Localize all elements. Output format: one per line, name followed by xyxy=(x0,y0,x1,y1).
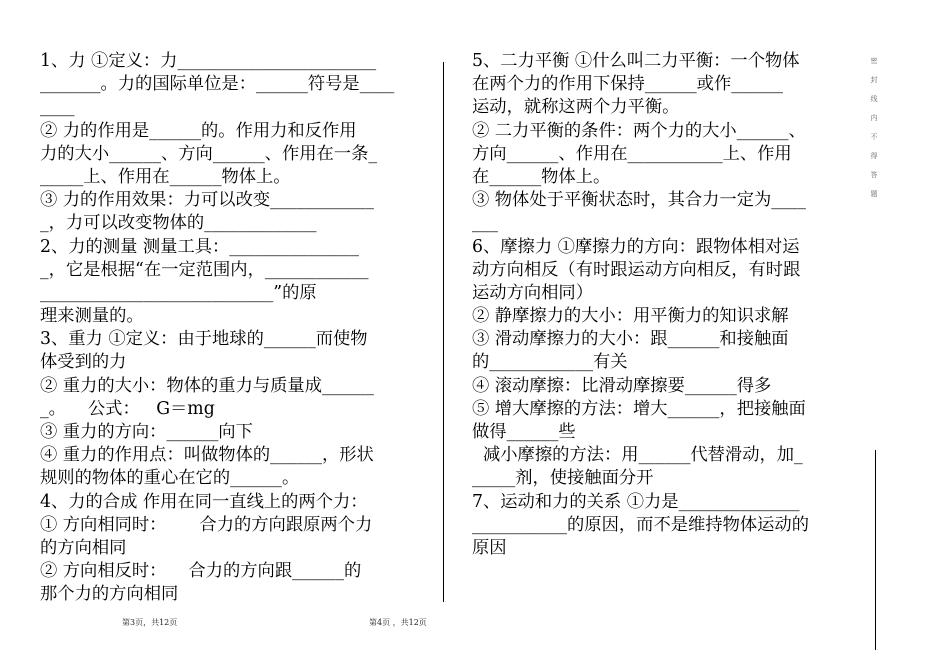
text-line: 5、二力平衡 ①什么叫二力平衡：一个物体 xyxy=(472,51,800,71)
text-line: 运动方向相同） xyxy=(472,282,593,303)
text-line: 1、力 ①定义：力_______________________ xyxy=(40,51,377,71)
binding-note-char: 封 xyxy=(870,76,878,84)
text-line: 的____________有关 xyxy=(472,352,628,373)
text-line: ___________的原因，而不是维持物体运动的 xyxy=(472,514,809,535)
text-line: 3、重力 ①定义：由于地球的______而使物 xyxy=(40,329,368,350)
binding-note-char: 线 xyxy=(870,95,878,103)
text-line: ④ 重力的作用点：叫做物体的______，形状 xyxy=(40,445,374,466)
text-line: ② 重力的大小：物体的重力与质量成______ xyxy=(40,375,374,396)
column-divider xyxy=(443,62,444,602)
left-column xyxy=(40,50,412,607)
text-line: 的方向相同 xyxy=(40,537,127,558)
text-line: 体受到的力 xyxy=(40,352,127,373)
text-line: 2、力的测量 测量工具：_______________ xyxy=(40,236,359,257)
text-line: ____ xyxy=(40,97,75,118)
text-line: 理来测量的。 xyxy=(40,306,144,327)
text-line: 原因 xyxy=(472,537,507,558)
text-line: ② 力的作用是______的。作用力和反作用 xyxy=(40,120,357,141)
text-line: ③ 物体处于平衡状态时，其合力一定为____ xyxy=(472,190,806,211)
text-line: ② 二力平衡的条件：两个力的大小______、 xyxy=(472,120,806,141)
text-line: ② 静摩擦力的大小：用平衡力的知识求解 xyxy=(472,306,789,327)
text-line: _____上、作用在______物体上。 xyxy=(40,166,291,187)
page-number-left: 第3页，共12页 xyxy=(122,618,178,627)
text-line: _。 公式： G＝mg xyxy=(40,398,215,419)
text-line: ___________________________”的原 xyxy=(40,282,317,303)
text-line: 做得______些 xyxy=(472,422,576,442)
page-number-right: 第4页 ，共12页 xyxy=(369,618,427,627)
text-line: ④ 滚动摩擦：比滑动摩擦要______得多 xyxy=(472,375,772,396)
binding-note-char: 得 xyxy=(870,152,878,160)
binding-note-char: 题 xyxy=(870,190,878,198)
binding-note-char: 密 xyxy=(870,57,878,65)
text-line: 4、力的合成 作用在同一直线上的两个力： xyxy=(40,491,368,512)
text-line: ③ 重力的方向：______向下 xyxy=(40,422,253,442)
binding-note-char: 不 xyxy=(870,133,878,141)
text-line: 规则的物体的重心在它的______。 xyxy=(40,468,300,489)
text-line: ___ xyxy=(472,213,498,234)
text-line: _______。力的国际单位是：______符号是____ xyxy=(40,74,395,95)
text-line: 那个力的方向相同 xyxy=(40,584,179,605)
binding-note xyxy=(868,52,880,204)
right-column xyxy=(472,50,852,560)
text-line: ③ 力的作用效果：力可以改变____________ xyxy=(40,190,374,211)
text-line: 在______物体上。 xyxy=(472,166,611,187)
text-line: 方向______、作用在___________上、作用 xyxy=(472,143,792,164)
binding-note-char: 内 xyxy=(870,114,878,122)
text-line: 力的大小______、方向______、作用在一条_ xyxy=(40,143,377,164)
text-line: 动方向相反（有时跟运动方向相反，有时跟 xyxy=(472,259,801,280)
text-line: ② 方向相反时： 合力的方向跟______的 xyxy=(40,561,362,582)
text-line: _，它是根据“在一定范围内，____________ xyxy=(40,259,369,280)
text-line: ③ 滑动摩擦力的大小：跟______和接触面 xyxy=(472,329,789,350)
text-line: 7、运动和力的关系 ①力是______________ xyxy=(472,491,800,512)
text-line: _____剂，使接触面分开 xyxy=(472,468,654,489)
text-line: 运动，就称这两个力平衡。 xyxy=(472,97,680,118)
text-line: 6、摩擦力 ①摩擦力的方向：跟物体相对运 xyxy=(472,236,800,257)
text-line: 减小摩擦的方法：用______代替滑动，加_ xyxy=(472,445,803,466)
binding-note-char: 答 xyxy=(870,171,878,179)
text-line: 在两个力的作用下保持______或作______ xyxy=(472,74,784,95)
text-line: ⑤ 增大摩擦的方法：增大______，把接触面 xyxy=(472,398,806,419)
binding-line xyxy=(875,450,876,650)
text-line: ① 方向相同时： 合力的方向跟原两个力 xyxy=(40,514,373,535)
text-line: _，力可以改变物体的_____________ xyxy=(40,213,317,234)
